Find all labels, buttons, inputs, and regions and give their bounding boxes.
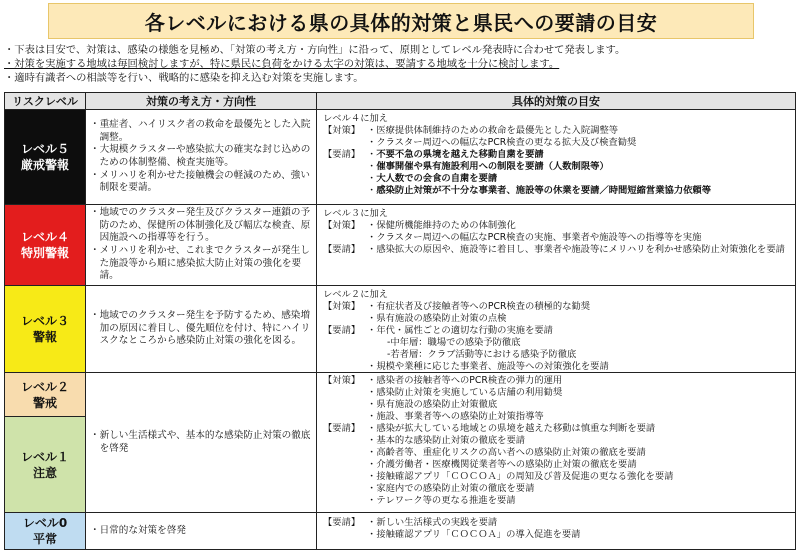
- bullet-mark: ・: [367, 125, 377, 136]
- bullet-mark: ・: [367, 161, 377, 172]
- bullet-mark: ・: [367, 361, 377, 372]
- measure-item: [367, 423, 789, 435]
- approach-5-item: [90, 119, 311, 144]
- level-5-sub: 厳戒警報: [20, 158, 69, 172]
- measure-tag: 【要請】: [323, 517, 361, 528]
- item-text: 基本的な感染防止対策の徹底を要請: [376, 435, 526, 446]
- item-text: 高齢者等、重症化リスクの高い者への感染防止対策の徹底を要請: [376, 447, 646, 458]
- measure-tag: 【対策】: [323, 125, 361, 136]
- measure-item: [367, 173, 789, 185]
- item-text: 介護労働者・医療機関従業者等への感染防止対策の徹底を要請: [376, 459, 637, 470]
- measures-2-1-yousei: [323, 423, 789, 507]
- item-text: 接触確認アプリ「ＣＯＣＯＡ」の周知及び普及促進の更なる強化を要請: [376, 471, 674, 482]
- item-text: 感染者の接触者等へのPCR検査の弾力的運用: [376, 375, 563, 386]
- bullet-mark: ・: [367, 232, 377, 243]
- measure-item: [367, 529, 789, 541]
- approach-5-item: [90, 170, 311, 195]
- item-text: 年代・属性ごとの適切な行動の実施を要請: [376, 325, 553, 336]
- bullet-mark: ・: [367, 471, 377, 482]
- bullet-mark: ・: [367, 459, 377, 470]
- level-0-name: レベル0: [22, 516, 68, 530]
- measures-3-head: レベル２に加え: [323, 289, 389, 300]
- bullet-mark: ・: [367, 244, 377, 255]
- bullet-mark: ・: [90, 144, 100, 156]
- approach-4-item: [90, 245, 311, 283]
- measures-3-taisaku: [323, 301, 789, 325]
- item-text: 家庭内での感染防止対策の徹底を要請: [376, 483, 535, 494]
- item-text: 重症者、ハイリスク者の救命を最優先とした入院調整。: [99, 119, 311, 143]
- approach-level-3: [85, 285, 317, 373]
- level-2-cell: [4, 372, 86, 417]
- measure-tag: 【要請】: [323, 325, 361, 336]
- level-5-cell: [4, 109, 86, 205]
- item-text: 新しい生活様式の実践を要請: [376, 517, 498, 528]
- measures-5-taisaku: [323, 125, 789, 149]
- measures-5-yousei: [323, 149, 789, 197]
- bullet-mark: ・: [90, 429, 100, 441]
- note-1: ・下表は目安で、対策は、感染の様態を見極め、「対策の考え方・方向性」に沿って、原則としてレベル発表時に合わせて発表します。: [4, 44, 626, 56]
- bullet-mark: ・: [90, 119, 100, 131]
- approach-0-item: [90, 525, 311, 538]
- risk-level-table: [4, 92, 796, 550]
- measures-level-3: [316, 285, 796, 373]
- measures-level-2-1: [316, 372, 796, 513]
- approach-3-item: [90, 310, 311, 348]
- note-3: ・適時有識者への相談等を行い、戦略的に感染を抑え込む対策を実施します。: [4, 72, 364, 84]
- item-text: -若者層：クラブ活動等における感染予防徹底: [387, 349, 577, 360]
- notes: [4, 43, 796, 85]
- item-text: 規模や業種に応じた事業者、施設等への対策強化を要請: [376, 361, 609, 372]
- item-text: 大規模クラスターや感染拡大の確実な封じ込めのための体制整備、検査実施等。: [99, 144, 311, 168]
- approach-4-item: [90, 207, 311, 245]
- measure-item: [367, 375, 789, 387]
- header-measures: 具体的対策の目安: [316, 92, 796, 110]
- bullet-mark: ・: [90, 524, 100, 536]
- bullet-mark: ・: [367, 387, 377, 398]
- measure-item: [367, 301, 789, 313]
- item-text: 感染防止対策が不十分な事業者、施設等の休業を要請／時間短縮営業協力依頼等: [376, 185, 712, 196]
- approach-level-2-1: [85, 372, 317, 513]
- measure-item: [367, 185, 789, 197]
- level-2-sub: 警戒: [32, 395, 57, 410]
- measure-tag: 【要請】: [323, 244, 361, 255]
- item-text: 接触確認アプリ「ＣＯＣＯＡ」の導入促進を要請: [376, 529, 581, 540]
- item-text: 医療提供体制維持のための救命を最優先とした入院調整等: [376, 125, 619, 136]
- measures-level-0: [316, 512, 796, 550]
- measure-item: [367, 244, 789, 256]
- approach-level-0: [85, 512, 317, 550]
- item-text: メリハリを利かせ、これまでクラスターが発生した施設等から順に感染拡大防止対策の強化を要請。: [99, 245, 310, 282]
- bullet-mark: ・: [367, 495, 377, 506]
- bullet-mark: ・: [367, 220, 377, 231]
- level-3-cell: [4, 285, 86, 373]
- approach-level-4: [85, 204, 317, 286]
- bullet-mark: ・: [367, 301, 377, 312]
- measure-item: [367, 495, 789, 507]
- level-4-sub: 特別警報: [20, 246, 69, 260]
- item-text: 催事開催や県有施設利用への制限を要請（人数制限等）: [376, 161, 609, 172]
- item-text: 施設、事業者等への感染防止対策指導等: [376, 411, 544, 422]
- measure-sub-item: [367, 337, 789, 349]
- measures-3-yousei: [323, 325, 789, 373]
- item-text: 感染が拡大している地域との県境を越えた移動は慎重な判断を要請: [376, 423, 656, 434]
- measure-item: [367, 399, 789, 411]
- bullet-mark: ・: [367, 529, 377, 540]
- measure-item: [367, 313, 789, 325]
- measure-tag: 【対策】: [323, 375, 361, 386]
- measure-item: [367, 411, 789, 423]
- measures-level-4: [316, 204, 796, 286]
- measure-item: [367, 161, 789, 173]
- header-approach: 対策の考え方・方向性: [85, 92, 317, 110]
- item-text: 日常的な対策を啓発: [99, 524, 186, 536]
- measure-item: [367, 517, 789, 529]
- item-text: クラスター周辺への幅広なPCR検査の更なる拡大及び検査勧奨: [376, 137, 637, 148]
- measure-tag: 【対策】: [323, 301, 361, 312]
- measure-item: [367, 435, 789, 447]
- page-title: 各レベルにおける県の具体的対策と県民への要請の目安: [48, 3, 754, 39]
- bullet-mark: ・: [367, 447, 377, 458]
- item-text: 県有施設の感染防止対策徹底: [376, 399, 498, 410]
- bullet-mark: ・: [367, 375, 377, 386]
- item-text: 感染防止対策を実施している店舗の利用勧奨: [376, 387, 563, 398]
- approach-5-item: [90, 144, 311, 169]
- measure-item: [367, 220, 789, 232]
- item-text: テレワーク等の更なる推進を要請: [376, 495, 516, 506]
- measure-item: [367, 483, 789, 495]
- measure-item: [367, 232, 789, 244]
- level-0-cell: [4, 512, 86, 550]
- item-text: 地域でのクラスター発生を予防するため、感染増加の原因に着目し、優先順位を付け、特にハイリスクなところから感染防止対策の強化を図る。: [99, 310, 311, 347]
- measures-4-head: レベル３に加え: [323, 208, 389, 219]
- measure-tag: 【要請】: [323, 149, 361, 160]
- item-text: 有症状者及び接触者等へのPCR検査の積極的な勧奨: [376, 301, 591, 312]
- item-text: クラスター周辺への幅広なPCR検査の実施、事業者や施設等への指導等を実施: [376, 232, 702, 243]
- measures-4-yousei: [323, 244, 789, 256]
- approach-level-5: [85, 109, 317, 205]
- level-5-name: レベル５: [20, 142, 69, 156]
- measure-item: [367, 459, 789, 471]
- header-level: リスクレベル: [4, 92, 86, 110]
- bullet-mark: ・: [90, 207, 100, 219]
- measures-5-head: レベル４に加え: [323, 113, 389, 124]
- item-text: 県有施設の感染防止対策の点検: [376, 313, 507, 324]
- measure-sub-item: [367, 349, 789, 361]
- approach-2-1-item: [90, 430, 311, 455]
- measure-tag: 【要請】: [323, 423, 361, 434]
- bullet-mark: ・: [367, 185, 377, 196]
- measures-4-taisaku: [323, 220, 789, 244]
- bullet-mark: ・: [367, 149, 377, 160]
- measure-item: [367, 325, 789, 337]
- level-1-sub: 注意: [32, 465, 57, 480]
- item-text: 地域でのクラスター発生及びクラスター連鎖の予防のため、保健所の体制強化及び幅広な検査、原因施設への指導等を行う。: [99, 207, 311, 244]
- item-text: 保健所機能維持のための体制強化: [376, 220, 516, 231]
- bullet-mark: ・: [367, 423, 377, 434]
- bullet-mark: ・: [367, 173, 377, 184]
- item-text: 感染拡大の原因や、施設等に着目し、事業者や施設等にメリハリを利かせ感染防止対策強化を要請: [376, 244, 785, 255]
- note-2: [4, 57, 796, 71]
- bullet-mark: ・: [367, 435, 377, 446]
- item-text: 新しい生活様式や、基本的な感染防止対策の徹底を啓発: [99, 429, 311, 454]
- measure-item: [367, 125, 789, 137]
- item-text: 不要不急の県境を越えた移動自粛を要請: [376, 149, 544, 160]
- level-3-name: レベル３: [20, 314, 69, 328]
- measures-0-yousei: [323, 517, 789, 541]
- measure-item: [367, 471, 789, 483]
- measure-item: [367, 137, 789, 149]
- measure-item: [367, 447, 789, 459]
- bullet-mark: ・: [90, 169, 100, 181]
- bullet-mark: ・: [367, 399, 377, 410]
- measure-item: [367, 387, 789, 399]
- bullet-mark: ・: [367, 411, 377, 422]
- measures-level-5: [316, 109, 796, 205]
- bullet-mark: ・: [367, 313, 377, 324]
- level-4-name: レベル４: [20, 230, 69, 244]
- level-0-sub: 平常: [32, 532, 57, 546]
- level-3-sub: 警報: [32, 330, 57, 344]
- measure-item: [367, 149, 789, 161]
- item-text: 大人数での会食の自粛を要請: [376, 173, 498, 184]
- bullet-mark: ・: [367, 483, 377, 494]
- item-text: メリハリを利かせた接触機会の軽減のため、強い制限を要請。: [99, 169, 310, 194]
- level-1-cell: [4, 416, 86, 513]
- measures-2-1-taisaku: [323, 375, 789, 423]
- measure-tag: 【対策】: [323, 220, 361, 231]
- note-2-text: ・対策を実施する地域は毎回検討しますが、特に県民に負荷をかける太字の対策は、要請する地域を十分に検討します。: [4, 58, 560, 70]
- item-text: -中年層：職場での感染予防徹底: [387, 337, 521, 348]
- level-4-cell: [4, 204, 86, 286]
- bullet-mark: ・: [367, 325, 377, 336]
- bullet-mark: ・: [367, 137, 377, 148]
- level-2-name: レベル２: [20, 379, 69, 394]
- bullet-mark: ・: [90, 310, 100, 322]
- bullet-mark: ・: [367, 517, 377, 528]
- bullet-mark: ・: [90, 245, 100, 256]
- level-1-name: レベル１: [20, 449, 69, 464]
